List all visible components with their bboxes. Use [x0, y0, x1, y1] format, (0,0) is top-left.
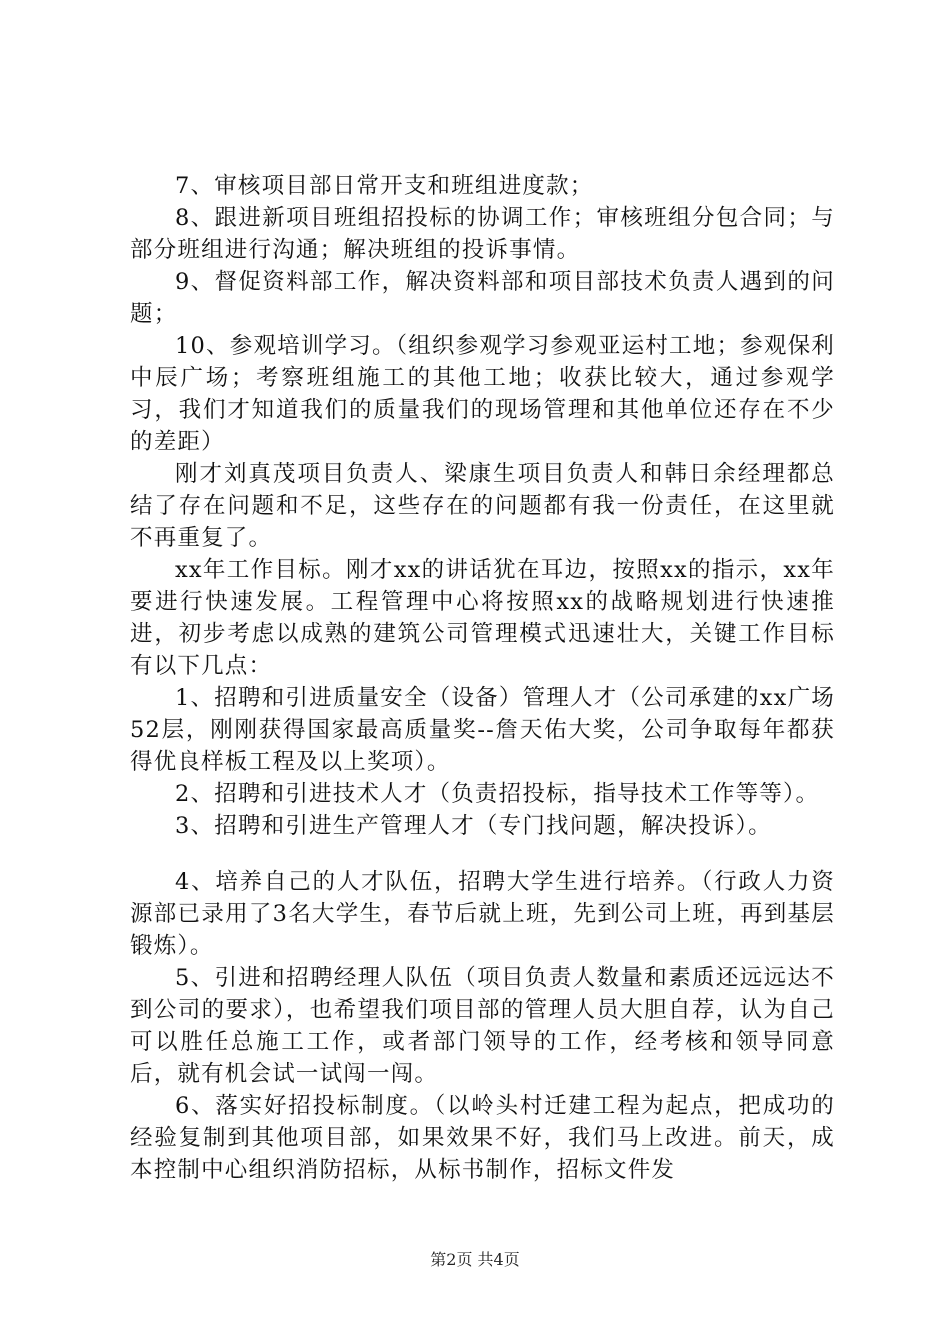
paragraph-goal-2: 2、招聘和引进技术人才（负责招投标，指导技术工作等等）。	[175, 781, 820, 807]
paragraph-goal-6: 6、落实好招投标制度。（以岭头村迁建工程为起点，把成功的经验复制到其他项目部，如果效果不好，我们马上改进。前天，成本控制中心组织消防招标，从标书制作，招标文件发	[130, 1093, 835, 1183]
paragraph-goal-4: 4、培养自己的人才队伍，招聘大学生进行培养。（行政人力资源部已录用了3名大学生，春节后就上班，先到公司上班，再到基层锻炼）。	[130, 869, 835, 959]
document-body	[130, 170, 835, 1186]
paragraph-item-9: 9、督促资料部工作，解决资料部和项目部技术负责人遇到的问题；	[130, 269, 835, 327]
paragraph-work-goals: xx年工作目标。刚才xx的讲话犹在耳边，按照xx的指示，xx年要进行快速发展。工程管理中心将按照xx的战略规划进行快速推进，初步考虑以成熟的建筑公司管理模式迅速壮大，关键工作目标有以下几点：	[130, 557, 835, 679]
page-number: 第2页 共4页	[430, 1250, 520, 1269]
paragraph-goal-3: 3、招聘和引进生产管理人才（专门找问题，解决投诉）。	[175, 813, 772, 839]
paragraph-gap	[130, 842, 835, 866]
paragraph-problems-summary: 刚才刘真茂项目负责人、梁康生项目负责人和韩日余经理都总结了存在问题和不足，这些存在的问题都有我一份责任，在这里就不再重复了。	[130, 461, 835, 551]
paragraph-item-8: 8、跟进新项目班组招投标的协调工作；审核班组分包合同；与部分班组进行沟通；解决班组的投诉事情。	[130, 205, 835, 263]
paragraph-item-10: 10、参观培训学习。（组织参观学习参观亚运村工地；参观保利中辰广场；考察班组施工的其他工地；收获比较大，通过参观学习，我们才知道我们的质量我们的现场管理和其他单位还存在不少的差距）	[130, 333, 835, 455]
paragraph-goal-5: 5、引进和招聘经理人队伍（项目负责人数量和素质还远远达不到公司的要求），也希望我们项目部的管理人员大胆自荐，认为自己可以胜任总施工工作，或者部门领导的工作，经考核和领导同意后，就有机会试一试闯一闯。	[130, 965, 835, 1087]
paragraph-goal-1: 1、招聘和引进质量安全（设备）管理人才（公司承建的xx广场52层，刚刚获得国家最高质量奖--詹天佑大奖，公司争取每年都获得优良样板工程及以上奖项）。	[130, 685, 835, 775]
paragraph-item-7: 7、审核项目部日常开支和班组进度款；	[175, 173, 594, 199]
page-footer	[0, 1250, 950, 1270]
